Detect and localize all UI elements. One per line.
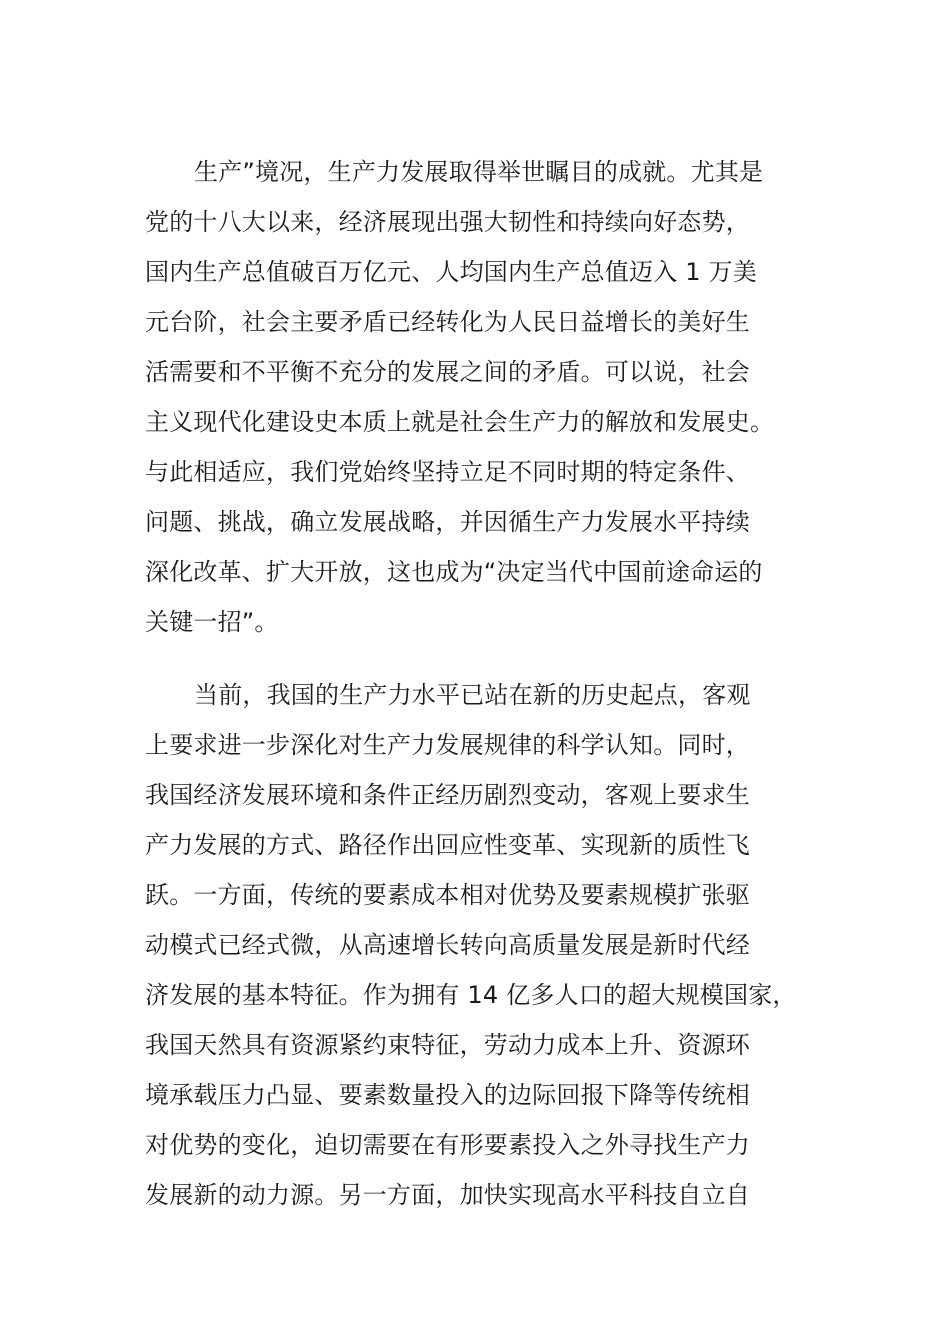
- paragraph-line: 上要求进一步深化对生产力发展规律的科学认知。同时，: [145, 731, 750, 759]
- paragraph-line: 产力发展的方式、路径作出回应性变革、实现新的质性飞: [145, 831, 750, 859]
- paragraph-line: 对优势的变化，迫切需要在有形要素投入之外寻找生产力: [145, 1131, 750, 1159]
- paragraph-line: 动模式已经式微，从高速增长转向高质量发展是新时代经: [145, 931, 750, 959]
- paragraph-line: 主义现代化建设史本质上就是社会生产力的解放和发展史。: [145, 408, 775, 436]
- paragraph-line: 关键一招”。: [145, 608, 279, 636]
- paragraph-line: 活需要和不平衡不充分的发展之间的矛盾。可以说，社会: [145, 358, 750, 386]
- paragraph-line: 国内生产总值破百万亿元、人均国内生产总值迈入 1 万美: [145, 258, 757, 286]
- paragraph-line: 党的十八大以来，经济展现出强大韧性和持续向好态势，: [145, 208, 750, 236]
- paragraph-line: 生产”境况，生产力发展取得举世瞩目的成就。尤其是: [194, 158, 764, 186]
- paragraph-line: 济发展的基本特征。作为拥有 14 亿多人口的超大规模国家，: [145, 981, 797, 1009]
- paragraph-line: 我国经济发展环境和条件正经历剧烈变动，客观上要求生: [145, 781, 750, 809]
- paragraph-line: 与此相适应，我们党始终坚持立足不同时期的特定条件、: [145, 458, 750, 486]
- paragraph-line: 跃。一方面，传统的要素成本相对优势及要素规模扩张驱: [145, 881, 750, 909]
- paragraph-line: 发展新的动力源。另一方面，加快实现高水平科技自立自: [145, 1181, 750, 1209]
- paragraph-line: 当前，我国的生产力水平已站在新的历史起点，客观: [194, 681, 751, 709]
- paragraph-line: 元台阶，社会主要矛盾已经转化为人民日益增长的美好生: [145, 308, 750, 336]
- paragraph-line: 问题、挑战，确立发展战略，并因循生产力发展水平持续: [145, 508, 750, 536]
- paragraph-line: 境承载压力凸显、要素数量投入的边际回报下降等传统相: [145, 1081, 750, 1109]
- paragraph-line: 我国天然具有资源紧约束特征，劳动力成本上升、资源环: [145, 1031, 750, 1059]
- paragraph-line: 深化改革、扩大开放，这也成为“决定当代中国前途命运的: [145, 558, 763, 586]
